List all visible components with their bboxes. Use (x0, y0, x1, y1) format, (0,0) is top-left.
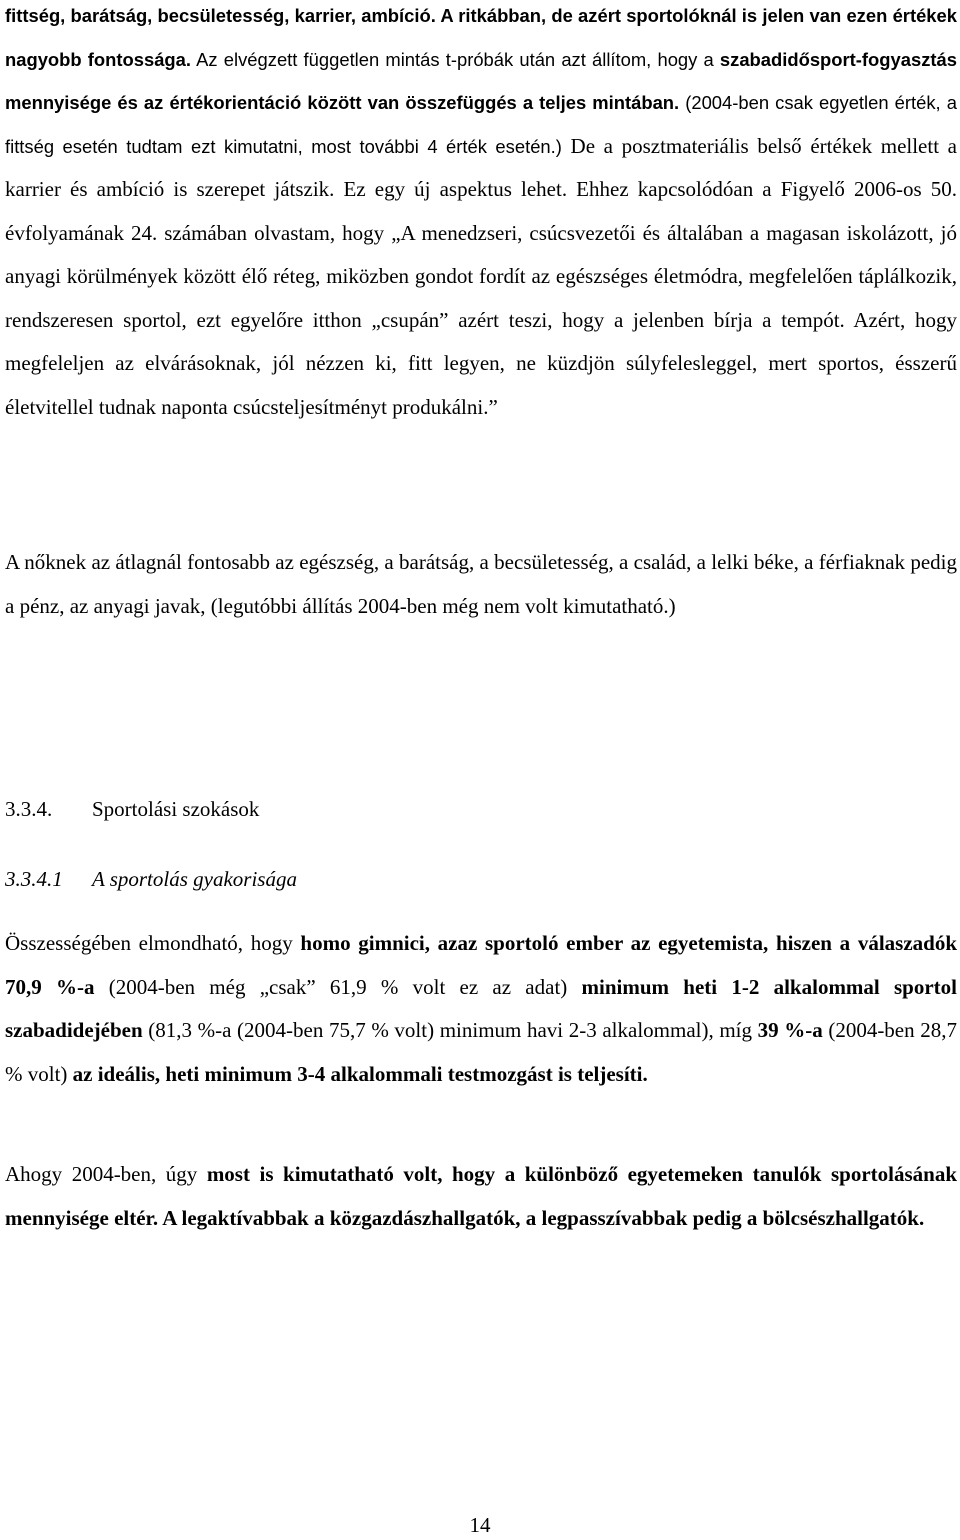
bold-sans-text: szabadidősport-fogyasztás mennyisége és az értékorientáció között van összefüggés a teljes mintában. (5, 48, 957, 113)
page-number: 14 (469, 1513, 491, 1537)
serif-text: Ahogy 2004-ben, úgy (5, 1162, 207, 1186)
section-number: 3.3.4. (5, 797, 53, 821)
sans-text: (2004-ben csak egyetlen érték, a fittség esetén tudtam ezt kimutatni, most további 4 érték esetén.) (5, 92, 957, 157)
paragraph-sport-frequency (5, 922, 957, 1096)
section-title: Sportolási szokások (92, 797, 260, 821)
bold-text: most is kimutatható volt, hogy a különböző egyetemeken tanulók sportolásának mennyisége eltér. A legaktívabbak a közgazdászhallgatók, a legpasszívabbak pedig a bölcsészhallgatók. (5, 1162, 958, 1230)
bold-text: homo gimnici, azaz sportoló ember az egyetemista, hiszen a válaszadók 70,9 %-a (5, 931, 958, 999)
subsection-title: A sportolás gyakorisága (92, 867, 297, 891)
serif-text: (2004-ben még „csak” 61,9 % volt ez az adat) (94, 974, 582, 999)
serif-text: (81,3 %-a (2004-ben 75,7 % volt) minimum havi 2-3 alkalommal), míg (142, 1018, 758, 1042)
section-heading (5, 789, 259, 829)
bold-text: az ideális, heti minimum 3-4 alkalommali testmozgást is teljesíti. (72, 1061, 648, 1086)
serif-text: Összességében elmondható, hogy (5, 931, 301, 955)
subsection-heading (5, 859, 297, 899)
serif-text: De a posztmateriális belső értékek mellett a karrier és ambíció is szerepet játszik. Ez egy új aspektus lehet. Ehhez kapcsolódóan a Figyelő 2006-os 50. évfolyamának 24. (5, 133, 958, 245)
paragraph-university-differences (5, 1153, 957, 1240)
subsection-number: 3.3.4.1 (5, 867, 63, 891)
bold-text: minimum heti 1-2 alkalommal sportol szabadidejében (5, 974, 958, 1042)
bold-sans-text: fittség, barátság, becsületesség, karrier, ambíció. A ritkábban, de azért sportolóknál is jelen van ezen értékek nagyobb fontossága. (5, 5, 957, 70)
serif-text: (2004-ben 28,7 % volt) (5, 1018, 957, 1086)
bold-text: 39 %-a (757, 1018, 823, 1042)
serif-text: számában olvastam, hogy „A menedzseri, csúcsvezetői és általában a magasan iskolázott, jó anyagi körülmények között élő réteg, miközben gondot fordít az egészséges életmódra, megfelelően táplálkozik, rendszeresen sportol, ezt egyelőre itthon „csupán” azért teszi, hogy a jelenben bírja a tempót. Azért, hogy megfeleljen az elvárásoknak, jól nézzen ki, fitt legyen, ne küzdjön súlyfelesleggel, mert sportos, ésszerű életvitellel tudnak naponta csúcsteljesítményt produkálni.” (5, 220, 957, 419)
paragraph-gender-values: A nőknek az átlagnál fontosabb az egészség, a barátság, a becsületesség, a család, a lelki béke, a férfiaknak pedig a pénz, az anyagi javak, (legutóbbi állítás 2004-ben még nem volt kimutatható.) (5, 550, 957, 618)
sans-text: Az elvégzett független mintás t-próbák után azt állítom, hogy a (191, 48, 720, 70)
paragraph-values-orientation (5, 0, 957, 429)
